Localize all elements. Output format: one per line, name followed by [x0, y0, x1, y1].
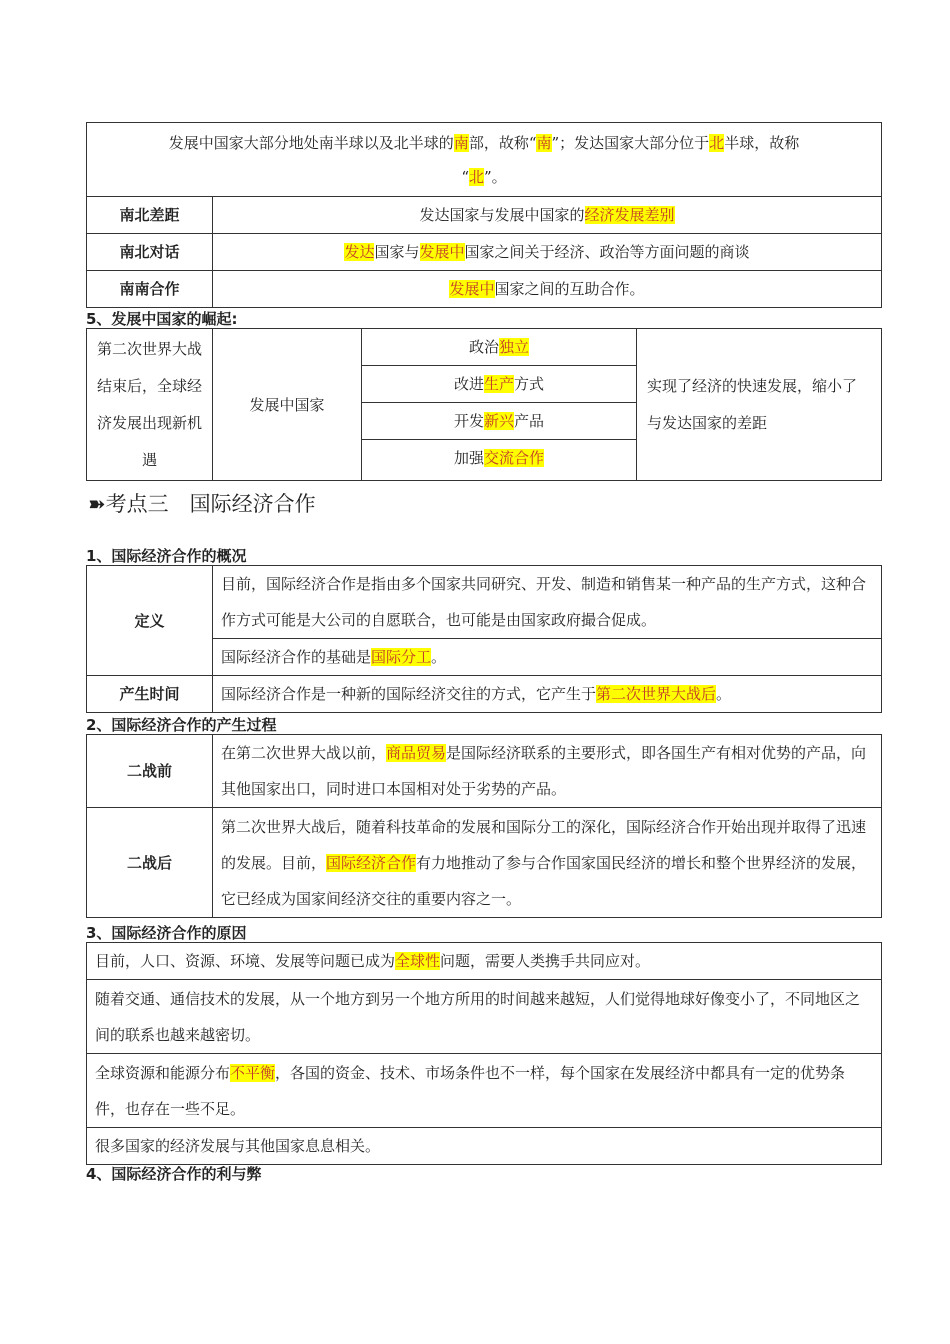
rise-item: 改进生产方式: [362, 366, 637, 403]
after-war-head: 二战后: [87, 808, 213, 918]
rise-result: 实现了经济的快速发展，缩小了与发达国家的差距: [637, 329, 882, 481]
definition-basis: 国际经济合作的基础是国际分工。: [213, 639, 882, 676]
rise-item: 加强交流合作: [362, 440, 637, 481]
section-5-title: 5、发展中国家的崛起:: [86, 310, 238, 328]
reason-row: 随着交通、通信技术的发展，从一个地方到另一个地方所用的时间越来越短，人们觉得地球好像变小了，不同地区之间的联系也越来越密切。: [87, 980, 882, 1054]
row-text-south-south: 发展中国家之间的互助合作。: [213, 271, 882, 308]
section-3-title: 3、国际经济合作的原因: [86, 924, 247, 942]
rise-table: [86, 328, 882, 481]
definition-text: 目前，国际经济合作是指由多个国家共同研究、开发、制造和销售某一种产品的生产方式，这种合作方式可能是大公司的自愿联合，也可能是由国家政府撮合促成。: [213, 566, 882, 639]
row-text-dialogue: 发达国家与发展中国家之间关于经济、政治等方面问题的商谈: [213, 234, 882, 271]
row-head-gap: 南北差距: [87, 197, 213, 234]
rise-item: 开发新兴产品: [362, 403, 637, 440]
section-1-title: 1、国际经济合作的概况: [86, 547, 247, 565]
row-head-dialogue: 南北对话: [87, 234, 213, 271]
after-war-text: 第二次世界大战后，随着科技革命的发展和国际分工的深化，国际经济合作开始出现并取得了迅速的发展。目前，国际经济合作有力地推动了参与合作国家国民经济的增长和整个世界经济的发展，它已经成为国家间经济交往的重要内容之一。: [213, 808, 882, 918]
north-south-intro: 发展中国家大部分地处南半球以及北半球的南部，故称“南”；发达国家大部分位于北半球，故称 “北”。: [87, 123, 882, 197]
rise-background: 第二次世界大战结束后，全球经济发展出现新机遇: [87, 329, 213, 481]
row-text-gap: 发达国家与发展中国家的经济发展差别: [213, 197, 882, 234]
overview-table: [86, 565, 882, 713]
section-2-title: 2、国际经济合作的产生过程: [86, 716, 277, 734]
rise-subject: 发展中国家: [213, 329, 362, 481]
north-south-table: [86, 122, 882, 308]
before-war-head: 二战前: [87, 735, 213, 808]
time-text: 国际经济合作是一种新的国际经济交往的方式，它产生于第二次世界大战后。: [213, 676, 882, 713]
kaodian-heading: ➽考点三 国际经济合作: [88, 492, 316, 516]
process-table: [86, 734, 882, 918]
rise-item: 政治独立: [362, 329, 637, 366]
reason-row: 目前，人口、资源、环境、发展等问题已成为全球性问题，需要人类携手共同应对。: [87, 943, 882, 980]
before-war-text: 在第二次世界大战以前，商品贸易是国际经济联系的主要形式，即各国生产有相对优势的产品，向其他国家出口，同时进口本国相对处于劣势的产品。: [213, 735, 882, 808]
row-head-south-south: 南南合作: [87, 271, 213, 308]
time-head: 产生时间: [87, 676, 213, 713]
definition-head: 定义: [87, 566, 213, 676]
section-4-title: 4、国际经济合作的利与弊: [86, 1165, 262, 1183]
reason-row: 全球资源和能源分布不平衡，各国的资金、技术、市场条件也不一样，每个国家在发展经济中都具有一定的优势条件，也存在一些不足。: [87, 1054, 882, 1128]
reasons-table: [86, 942, 882, 1165]
reason-row: 很多国家的经济发展与其他国家息息相关。: [87, 1128, 882, 1165]
arrow-icon: ➽: [88, 492, 106, 516]
